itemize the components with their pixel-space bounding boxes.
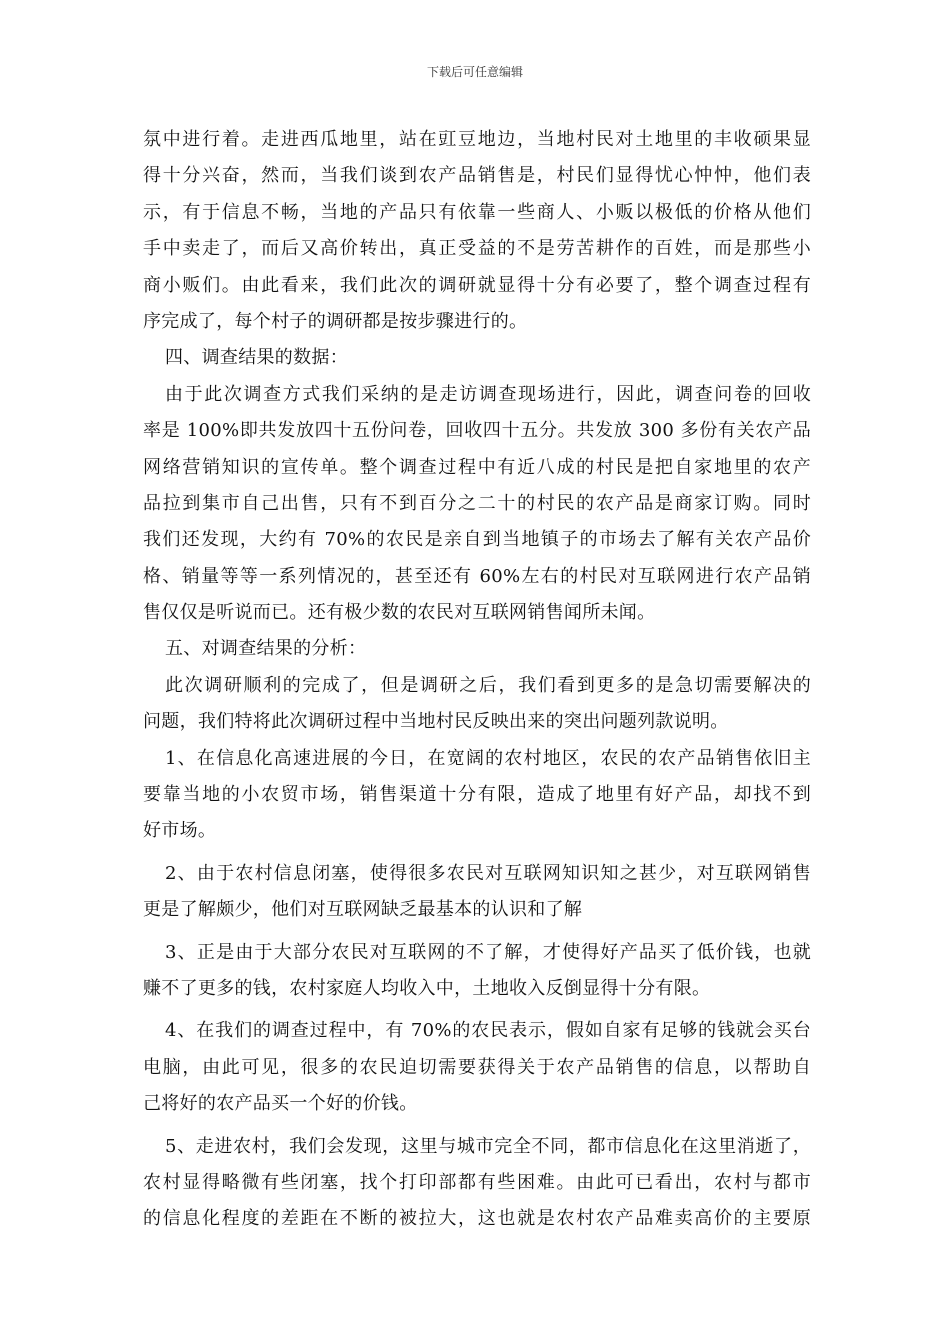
paragraph-analysis-intro <box>143 668 811 741</box>
text-line: 网络营销知识的宣传单。整个调查过程中有近八成的村民是把自家地里的农产 <box>143 456 811 478</box>
text-line: 问题，我们特将此次调研过程中当地村民反映出来的突出问题列款说明。 <box>143 711 729 733</box>
text-line: 4、在我们的调查过程中，有 70%的农民表示，假如自家有足够的钱就会买台 <box>165 1020 811 1042</box>
text-line: 序完成了，每个村子的调研都是按步骤进行的。 <box>143 310 528 332</box>
text-line: 格、销量等等一系列情况的，甚至还有 60%左右的村民对互联网进行农产品销 <box>143 565 811 587</box>
section-heading: 四、调查结果的数据： <box>165 347 348 369</box>
text-line: 3、正是由于大部分农民对互联网的不了解，才使得好产品买了低价钱，也就 <box>165 941 811 963</box>
list-item-1 <box>143 741 811 850</box>
text-line: 手中卖走了，而后又高价转出，真正受益的不是劳苦耕作的百姓，而是那些小 <box>143 238 811 260</box>
text-line: 的信息化程度的差距在不断的被拉大，这也就是农村农产品难卖高价的主要原 <box>143 1208 811 1230</box>
text-line: 电脑，由此可见，很多的农民迫切需要获得关于农产品销售的信息，以帮助自 <box>143 1056 811 1078</box>
list-item-3 <box>143 935 811 1008</box>
text-line: 农村显得略微有些闭塞，找个打印部都有些困难。由此可已看出，农村与都市 <box>143 1171 811 1193</box>
text-line: 得十分兴奋，然而，当我们谈到农产品销售是，村民们显得忧心忡忡，他们表 <box>143 165 811 187</box>
text-line: 1、在信息化高速进展的今日，在宽阔的农村地区，农民的农产品销售依旧主 <box>165 747 811 769</box>
text-line: 氛中进行着。走进西瓜地里，站在豇豆地边，当地村民对土地里的丰收硕果显 <box>143 129 811 150</box>
text-line: 己将好的农产品买一个好的价钱。 <box>143 1093 418 1115</box>
section-heading-analysis <box>143 631 811 667</box>
text-line: 率是 100%即共发放四十五份问卷，回收四十五分。共发放 300 多份有关农产品 <box>143 420 811 442</box>
text-line: 此次调研顺利的完成了，但是调研之后，我们看到更多的是急切需要解决的 <box>165 674 811 696</box>
text-line: 售仅仅是听说而已。还有极少数的农民对互联网销售闻所未闻。 <box>143 602 656 624</box>
list-item-2 <box>143 856 811 929</box>
section-heading: 五、对调查结果的分析： <box>165 638 367 660</box>
text-line: 2、由于农村信息闭塞，使得很多农民对互联网知识知之甚少，对互联网销售 <box>165 862 811 884</box>
text-line: 更是了解颇少，他们对互联网缺乏最基本的认识和了解 <box>143 899 583 921</box>
text-line: 商小贩们。由此看来，我们此次的调研就显得十分有必要了，整个调查过程有 <box>143 274 811 296</box>
text-line: 我们还发现，大约有 70%的农民是亲自到当地镇子的市场去了解有关农产品价 <box>143 529 811 551</box>
text-line: 赚不了更多的钱，农村家庭人均收入中，土地收入反倒显得十分有限。 <box>143 977 711 999</box>
list-item-5 <box>143 1129 811 1238</box>
text-line: 品拉到集市自己出售，只有不到百分之二十的村民的农产品是商家订购。同时 <box>143 492 811 514</box>
text-line: 由于此次调查方式我们采纳的是走访调查现场进行，因此，调查问卷的回收 <box>165 383 811 405</box>
document-body <box>143 122 811 1238</box>
list-item-4 <box>143 1013 811 1122</box>
text-line: 示，有于信息不畅，当地的产品只有依靠一些商人、小贩以极低的价格从他们 <box>143 201 811 223</box>
text-line: 好市场。 <box>143 820 217 842</box>
page-header: 下载后可任意编辑 <box>426 65 523 79</box>
paragraph-results-data <box>143 377 811 632</box>
paragraph-continuation <box>143 122 811 340</box>
section-heading-results-data <box>143 340 811 376</box>
text-line: 5、走进农村，我们会发现，这里与城市完全不同，都市信息化在这里消逝了， <box>165 1135 811 1157</box>
text-line: 要靠当地的小农贸市场，销售渠道十分有限，造成了地里有好产品，却找不到 <box>143 784 811 806</box>
